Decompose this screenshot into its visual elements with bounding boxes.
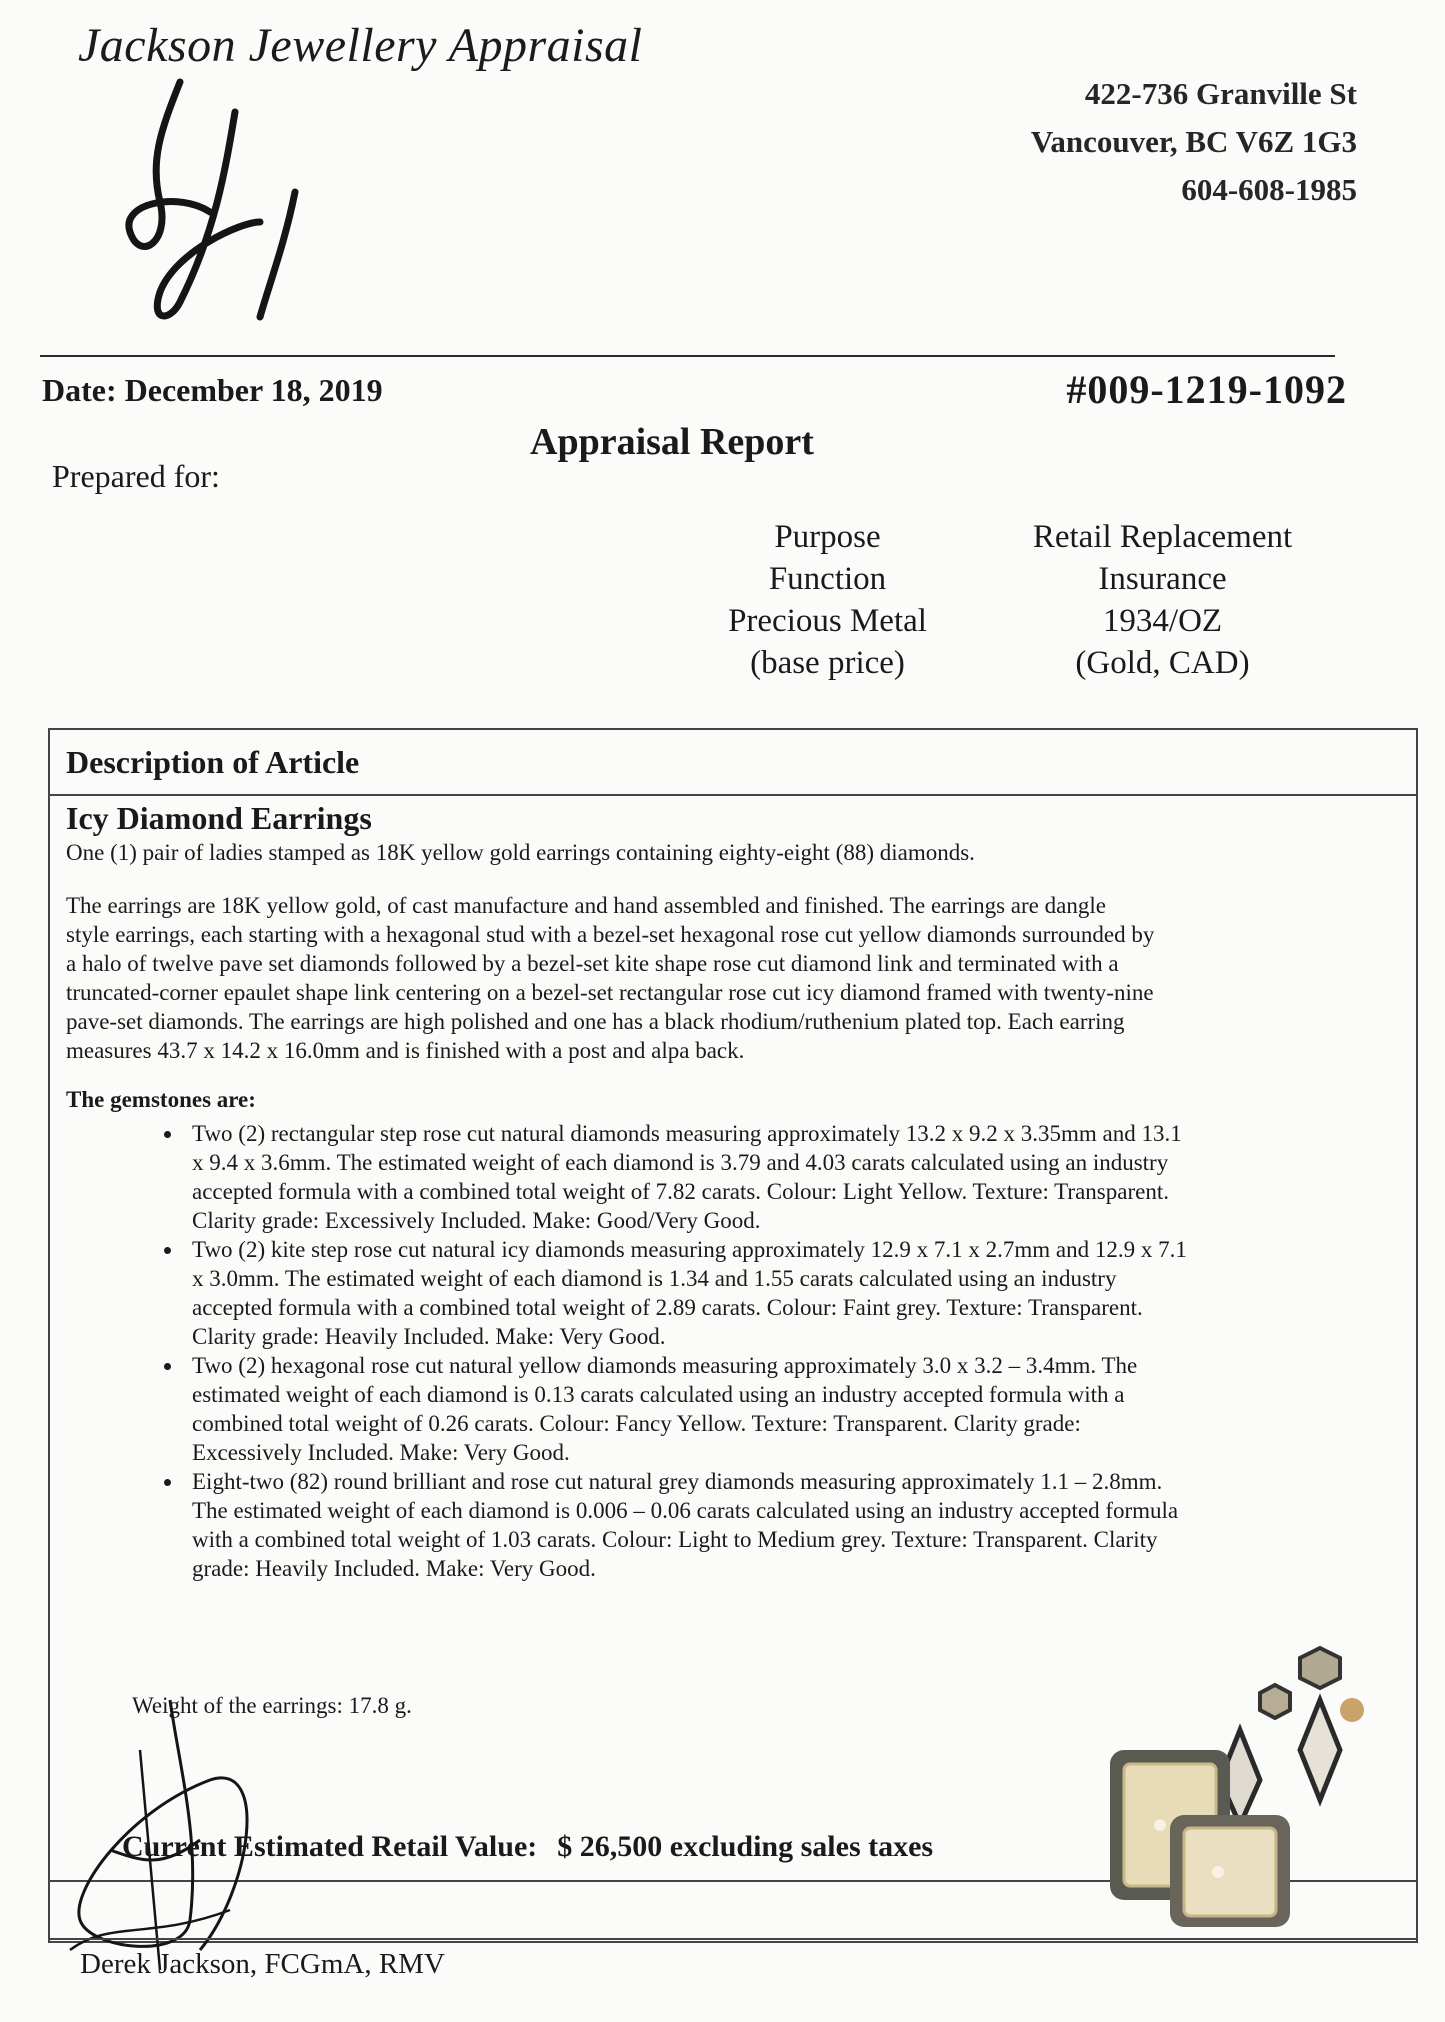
item-description xyxy=(66,891,1396,1065)
gem-line: Eight-two (82) round brilliant and rose cut natural grey diamonds measuring approximately 1.1 – 2.8mm. xyxy=(192,1469,1163,1494)
gem-line: The estimated weight of each diamond is 0.006 – 0.06 carats calculated using an industry accepted formula xyxy=(192,1498,1179,1523)
phone-number: 604-608-1985 xyxy=(1181,172,1357,207)
item-title: Icy Diamond Earrings xyxy=(66,800,372,836)
detail-row-function xyxy=(695,558,1365,600)
gem-line: Two (2) hexagonal rose cut natural yellow diamonds measuring approximately 3.0 x 3.2 – 3.4mm. The xyxy=(192,1353,1138,1378)
description-line: truncated-corner epaulet shape link centering on a bezel-set rectangular rose cut icy diamond framed with twenty-nine xyxy=(66,980,1154,1005)
value-amount: $ 26,500 excluding sales taxes xyxy=(557,1830,934,1863)
address-line-2: Vancouver, BC V6Z 1G3 xyxy=(1030,124,1357,159)
gem-line: Two (2) kite step rose cut natural icy diamonds measuring approximately 12.9 x 7.1 x 2.7mm and 12.9 x 7.1 xyxy=(192,1237,1187,1262)
description-line: style earrings, each starting with a hexagonal stud with a bezel-set hexagonal rose cut yellow diamonds surrounded by xyxy=(66,922,1155,947)
monogram-logo xyxy=(120,72,320,332)
gemstone-list xyxy=(66,1119,1396,1583)
gemstone-item xyxy=(184,1119,1396,1235)
item-summary: One (1) pair of ladies stamped as 18K yellow gold earrings containing eighty-eight (88) diamonds. xyxy=(66,840,975,865)
description-line: pave-set diamonds. The earrings are high polished and one has a black rhodium/ruthenium plated top. Each earring xyxy=(66,1009,1125,1034)
description-line: measures 43.7 x 14.2 x 16.0mm and is finished with a post and alpa back. xyxy=(66,1038,745,1063)
report-title: Appraisal Report xyxy=(530,421,814,463)
signature-divider xyxy=(48,1938,1418,1940)
gemstone-item xyxy=(184,1235,1396,1351)
description-section-title: Description of Article xyxy=(66,744,360,780)
gem-line: estimated weight of each diamond is 0.13 carats calculated using an industry accepted formula with a xyxy=(192,1382,1125,1407)
gem-line: grade: Heavily Included. Make: Very Good. xyxy=(192,1556,596,1581)
description-line: The earrings are 18K yellow gold, of cast manufacture and hand assembled and finished. The earrings are dangle xyxy=(66,893,1106,918)
gem-line: combined total weight of 0.26 carats. Colour: Fancy Yellow. Texture: Transparent. Clarity grade: xyxy=(192,1411,1081,1436)
detail-label: Function xyxy=(768,561,887,597)
detail-row-base-price xyxy=(695,642,1365,684)
earring-weight: Weight of the earrings: 17.8 g. xyxy=(132,1693,412,1718)
prepared-for-label: Prepared for: xyxy=(52,458,220,494)
gem-line: with a combined total weight of 1.03 carats. Colour: Light to Medium grey. Texture: Transparent. Clarity xyxy=(192,1527,1158,1552)
handwritten-signature xyxy=(50,1690,310,1990)
appraisal-details xyxy=(695,516,1365,684)
gemstone-item xyxy=(184,1351,1396,1467)
detail-value: Insurance xyxy=(1098,561,1227,597)
company-address xyxy=(1031,70,1357,214)
signatory-name: Derek Jackson, FCGmA, RMV xyxy=(80,1948,445,1980)
description-line: a halo of twelve pave set diamonds followed by a bezel-set kite shape rose cut diamond link and terminated with a xyxy=(66,951,1119,976)
detail-value: (Gold, CAD) xyxy=(1075,645,1250,681)
gem-line: x 9.4 x 3.6mm. The estimated weight of each diamond is 3.79 and 4.03 carats calculated using an industry xyxy=(192,1150,1169,1175)
earring-photo xyxy=(1090,1640,1370,1930)
gem-line: accepted formula with a combined total weight of 7.82 carats. Colour: Light Yellow. Texture: Transparent. xyxy=(192,1179,1169,1204)
company-name: Jackson Jewellery Appraisal xyxy=(78,19,643,72)
address-line-1: 422-736 Granville St xyxy=(1084,76,1357,111)
gem-line: Excessively Included. Make: Very Good. xyxy=(192,1440,570,1465)
report-number: #009-1219-1092 xyxy=(1066,367,1347,412)
detail-row-precious-metal xyxy=(695,600,1365,642)
detail-label: (base price) xyxy=(750,645,905,681)
gem-line: Clarity grade: Excessively Included. Make: Good/Very Good. xyxy=(192,1208,761,1233)
report-date: Date: December 18, 2019 xyxy=(42,372,383,408)
description-content xyxy=(66,798,1396,1583)
detail-value: 1934/OZ xyxy=(1102,603,1223,639)
gemstones-heading: The gemstones are: xyxy=(66,1087,256,1112)
detail-value: Retail Replacement xyxy=(1032,519,1293,555)
detail-label: Precious Metal xyxy=(728,603,927,639)
description-header xyxy=(50,730,1416,796)
gem-line: accepted formula with a combined total weight of 2.89 carats. Colour: Faint grey. Texture: Transparent. xyxy=(192,1295,1143,1320)
gemstone-item xyxy=(184,1467,1396,1583)
detail-row-purpose xyxy=(695,516,1365,558)
gem-line: x 3.0mm. The estimated weight of each diamond is 1.34 and 1.55 carats calculated using an industry xyxy=(192,1266,1117,1291)
gem-line: Clarity grade: Heavily Included. Make: Very Good. xyxy=(192,1324,666,1349)
value-label: Current Estimated Retail Value: xyxy=(122,1830,538,1863)
header-divider xyxy=(40,355,1335,357)
gem-line: Two (2) rectangular step rose cut natural diamonds measuring approximately 13.2 x 9.2 x 3.35mm and 13.1 xyxy=(192,1121,1182,1146)
detail-label: Purpose xyxy=(774,519,881,555)
